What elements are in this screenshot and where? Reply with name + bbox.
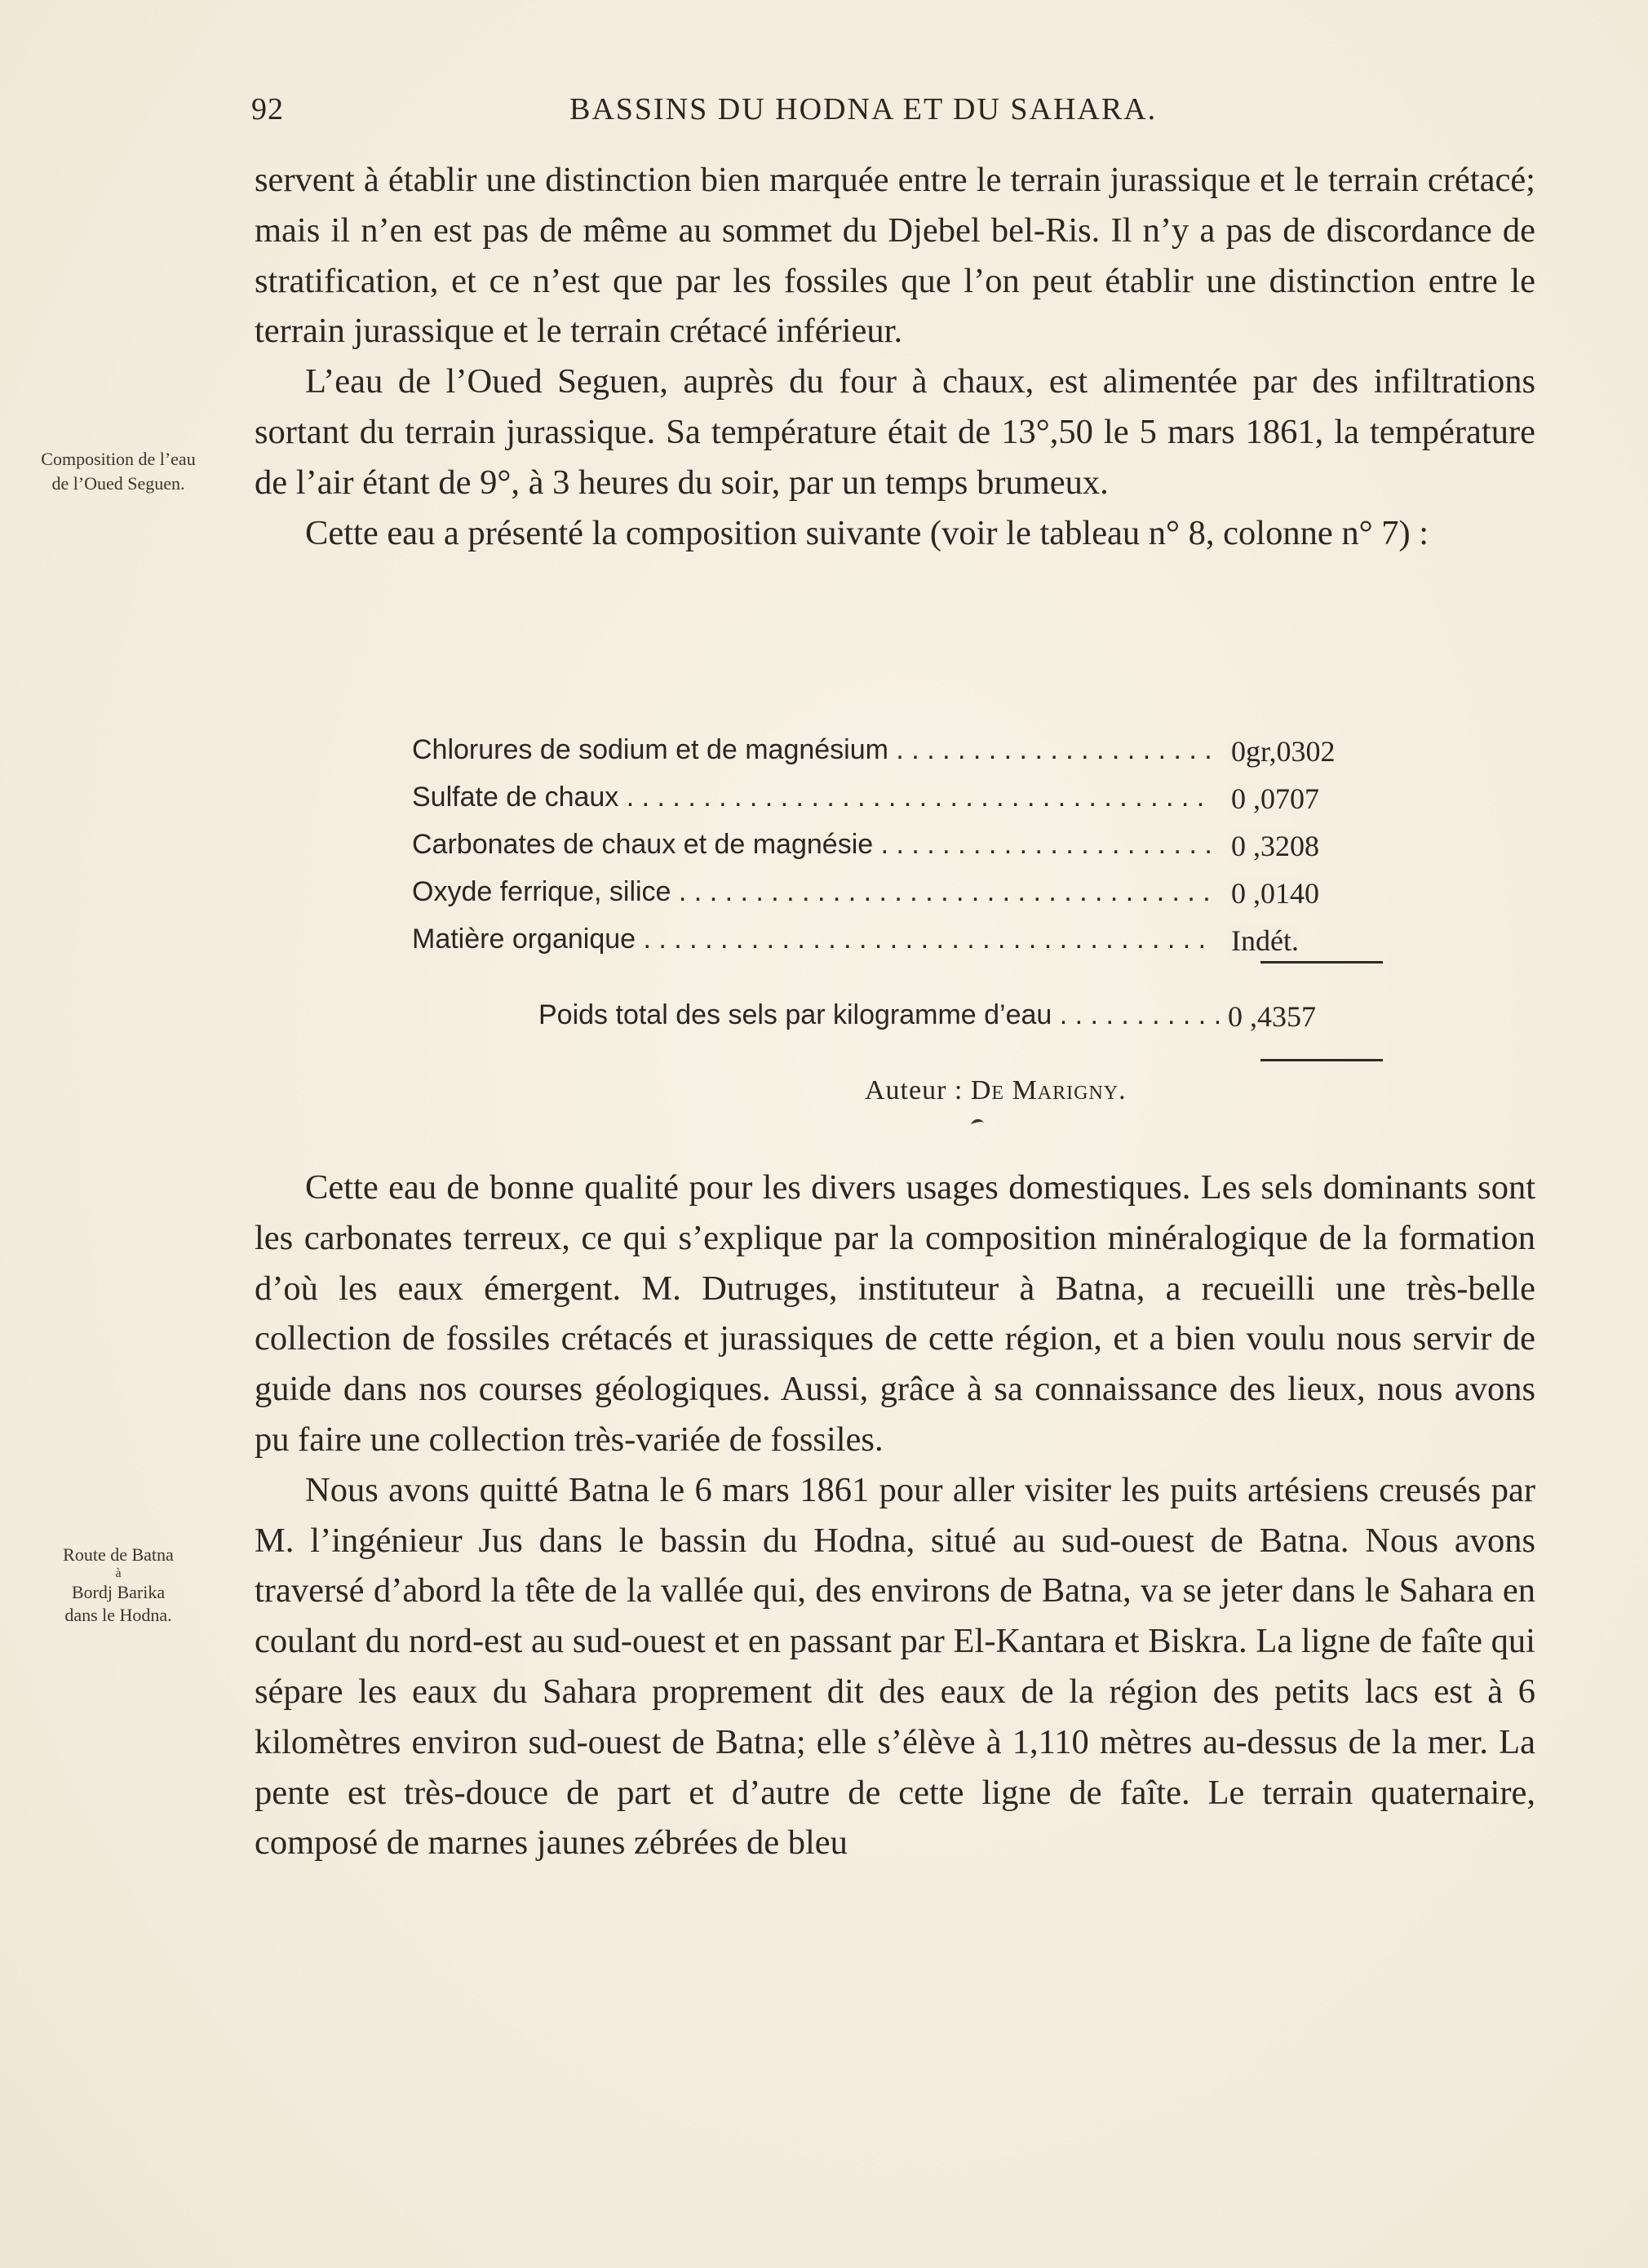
composition-value: 0 ,0707	[1228, 782, 1319, 816]
composition-value: 0gr,0302	[1228, 734, 1336, 769]
page-header	[251, 91, 1540, 134]
composition-value: 0 ,3208	[1228, 829, 1319, 863]
paragraph-2: L’eau de l’Oued Seguen, auprès du four à chaux, est alimentée par des infiltrations sortant du terrain jurassique. Sa température était de 13°,50 le 5 mars 1861, la température de l’air étant de 9°, à 3 heures du soir, par un temps brumeux.	[255, 362, 1535, 502]
total-value: 0 ,4357	[1228, 1000, 1316, 1033]
total-row	[538, 999, 1395, 1035]
composition-name: Matière organique . . .	[412, 924, 1212, 955]
composition-row	[412, 829, 1391, 865]
paragraph-5: Nous avons quitté Batna le 6 mars 1861 pour aller visiter les puits artésiens creusés par M. l’ingénieur Jus dans le bassin du Hodna, situé au sud-ouest de Batna. Nous avons traversé d’abord la tête de la vallée qui, des environs de Batna, va se jeter dans le Sahara en coulant du nord-est au sud-ouest et en passant par El-Kantara et Biskra. La ligne de faîte qui sépare les eaux du Sahara proprement dit des eaux de la région des petits lacs est à 6 kilomètres environ sud-ouest de Batna; elle s’élève à 1,110 mètres au-dessus de la mer. La pente est très-douce de part et d’autre de cette ligne de faîte. Le terrain quaternaire, composé de marnes jaunes zébrées de bleu	[255, 1470, 1535, 1863]
paragraph-3: Cette eau a présenté la composition suivante (voir le tableau n° 8, colonne n° 7) :	[305, 513, 1429, 552]
margin-note-route	[8, 1544, 228, 1627]
composition-name: Carbonates de chaux et de magnésie . . .	[412, 829, 1212, 861]
margin-note-composition	[8, 447, 228, 496]
margin-note-line: dans le Hodna.	[64, 1605, 172, 1625]
composition-row	[412, 924, 1391, 959]
composition-value: Indét.	[1228, 924, 1299, 958]
composition-row	[412, 734, 1391, 770]
total-underline	[1260, 1059, 1383, 1061]
upper-text-block	[255, 155, 1535, 558]
margin-note-line: Bordj Barika	[71, 1582, 166, 1602]
paragraph-4: Cette eau de bonne qualité pour les divers usages domestiques. Les sels dominants sont les carbonates terreux, ce qui s’explique par la composition minéralogique de la formation d’où les eaux émergent. M. Dutruges, instituteur à Batna, a recueilli une très-belle collection de fossiles crétacés et jurassiques de cette région, et a bien voulu nous servir de guide dans nos courses géologiques. Aussi, grâce à sa connaissance des lieux, nous avons pu faire une collection très-variée de fossiles.	[255, 1168, 1535, 1459]
composition-name: Chlorures de sodium et de magnésium . . .	[412, 734, 1212, 766]
author-name: De Marigny.	[970, 1075, 1127, 1105]
running-title: BASSINS DU HODNA ET DU SAHARA.	[569, 92, 1158, 126]
composition-name: Oxyde ferrique, silice . . .	[412, 876, 1212, 908]
author-label: Auteur :	[865, 1075, 964, 1105]
total-label: Poids total des sels par kilogramme d’eau . . .	[538, 999, 1224, 1031]
margin-note-line: Composition de l’eau	[41, 449, 196, 469]
margin-note-line: de l’Oued Seguen.	[51, 473, 185, 494]
author-line	[865, 1075, 1127, 1106]
lower-text-block	[255, 1163, 1535, 1868]
composition-name: Sulfate de chaux . . .	[412, 782, 1212, 813]
composition-row	[412, 876, 1391, 912]
ornament-icon	[969, 1116, 986, 1127]
margin-note-line: Route de Batna	[63, 1544, 174, 1565]
sum-rule	[1260, 961, 1383, 963]
composition-value: 0 ,0140	[1228, 876, 1319, 910]
composition-row	[412, 782, 1391, 817]
margin-note-line: à	[115, 1566, 122, 1580]
page-number: 92	[251, 92, 284, 126]
paragraph-1: servent à établir une distinction bien marquée entre le terrain jurassique et le terrain crétacé; mais il n’en est pas de même au sommet du Djebel bel-Ris. Il n’y a pas de discordance de stratification, et ce n’est que par les fossiles que l’on peut établir une distinction entre le terrain jurassique et le terrain crétacé inférieur.	[255, 161, 1535, 351]
